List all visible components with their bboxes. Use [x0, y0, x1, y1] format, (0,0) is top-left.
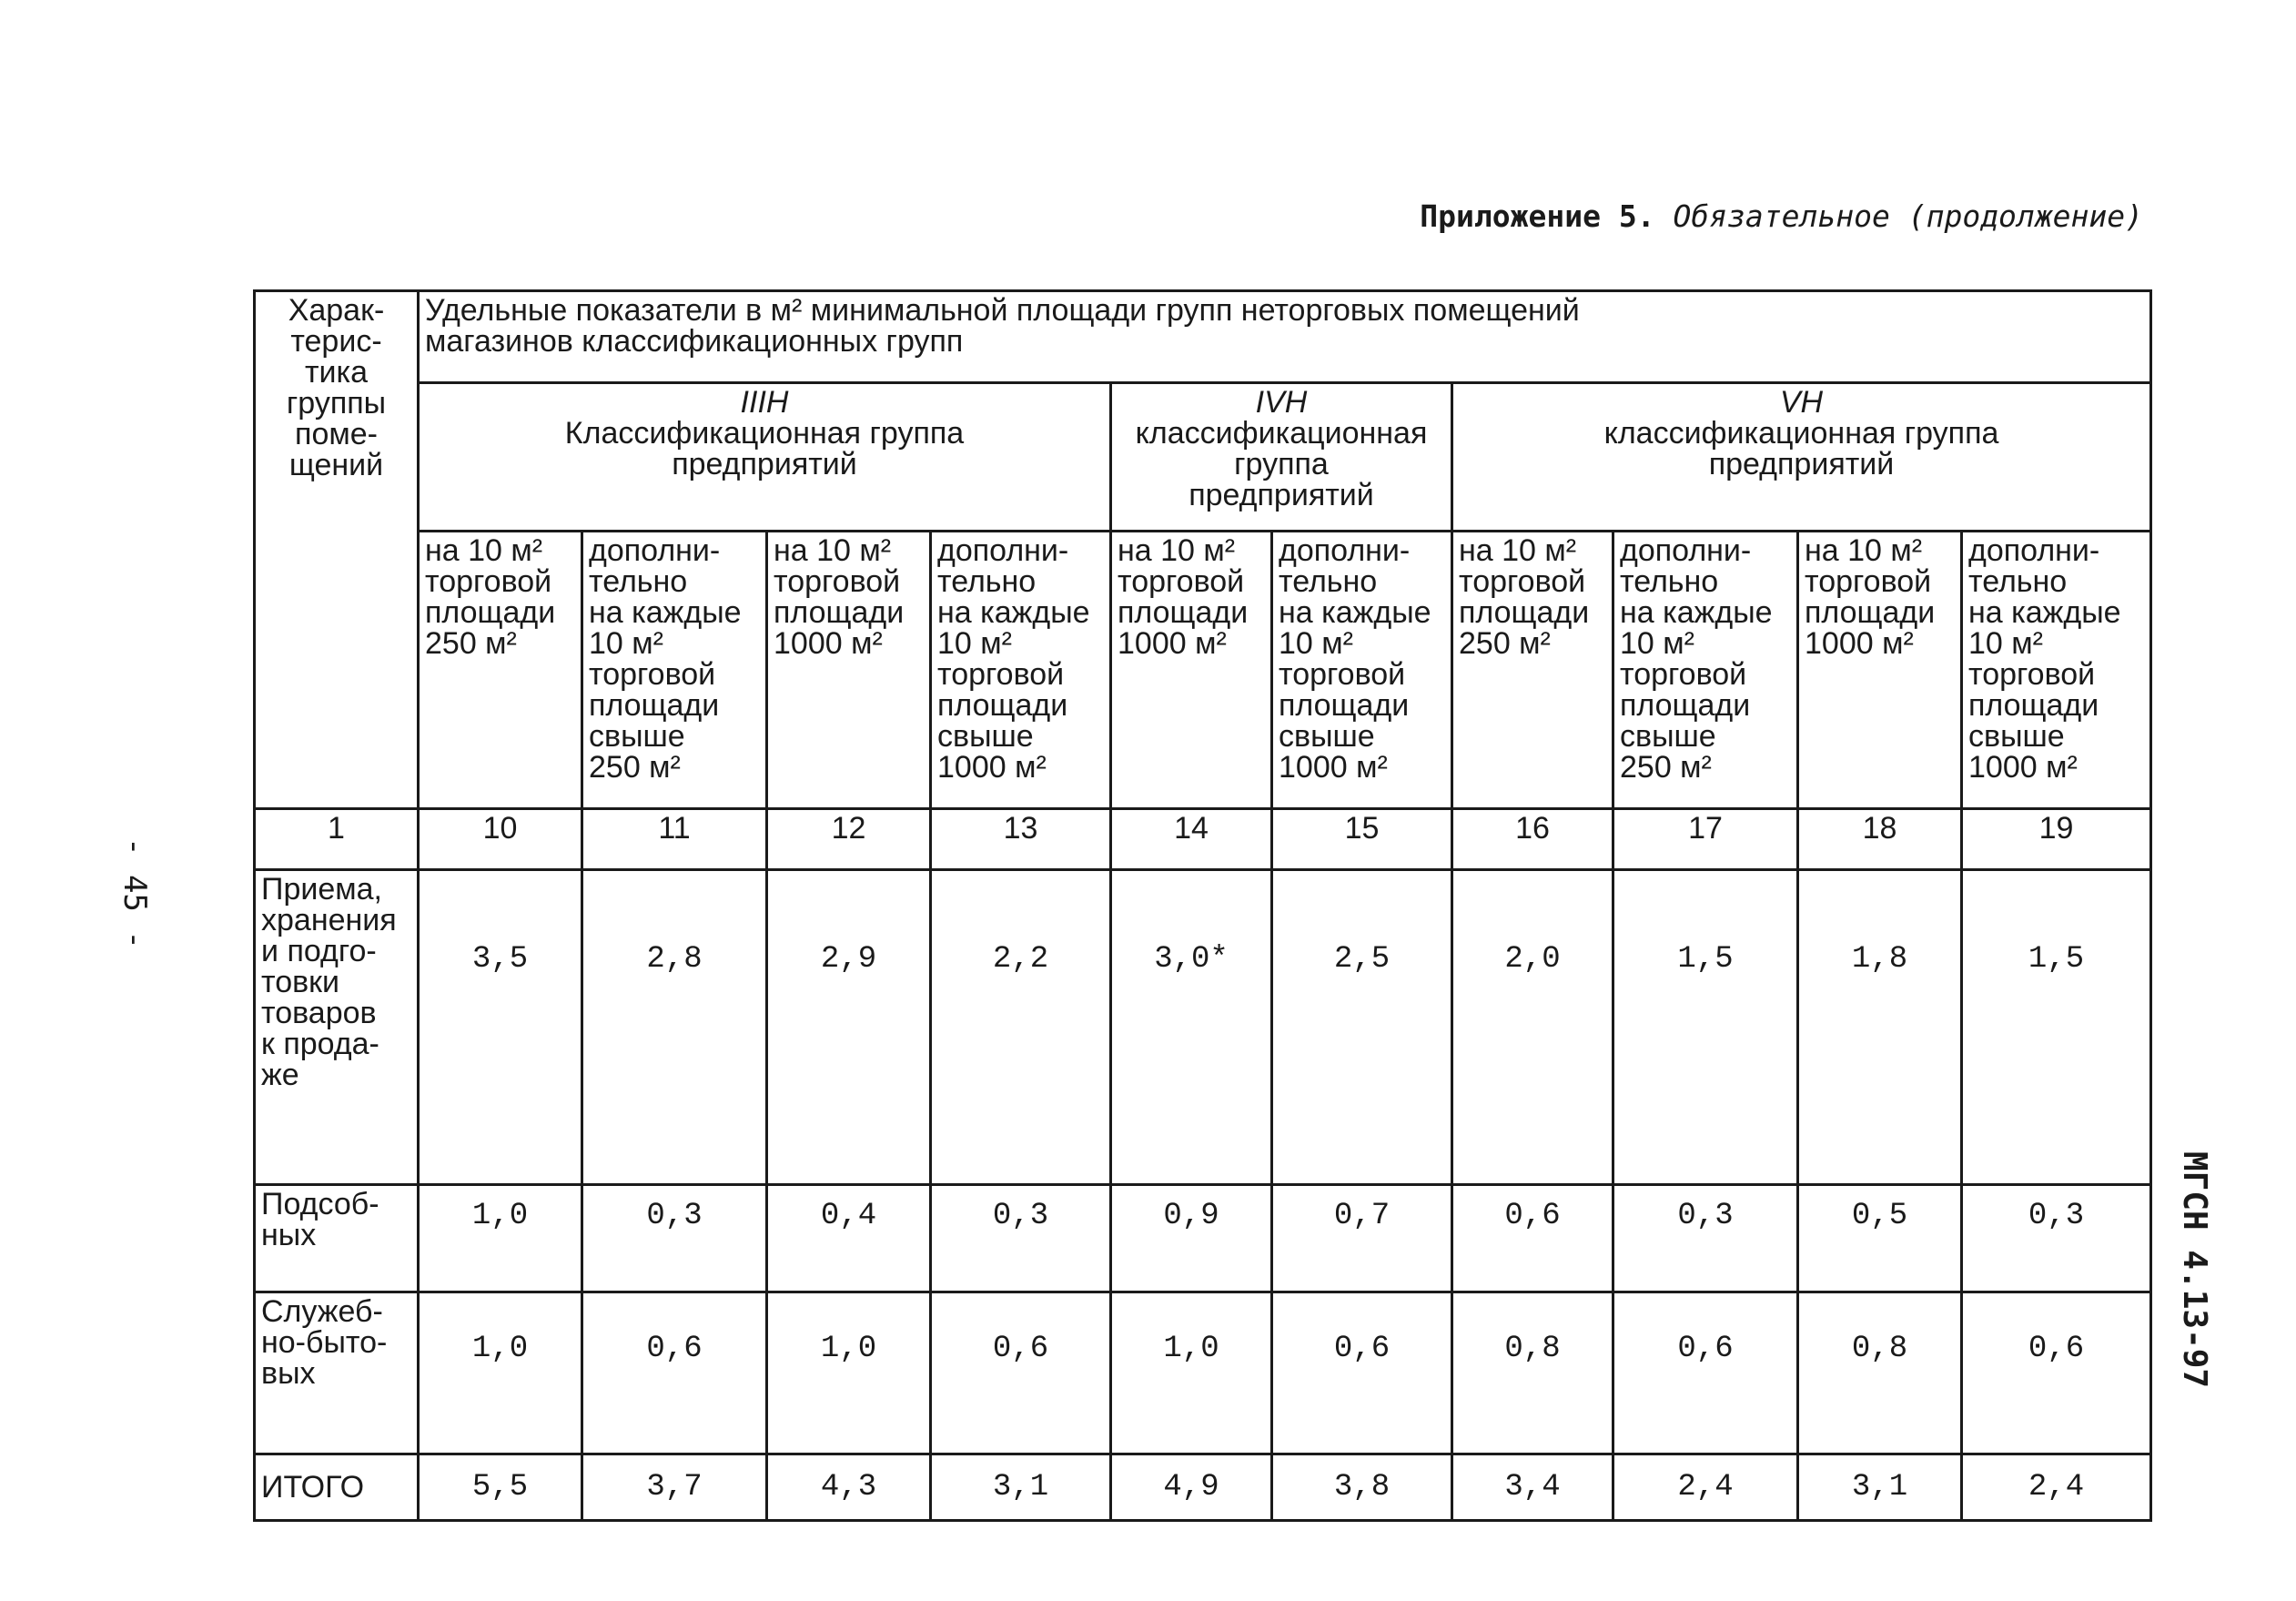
column-number: 14: [1111, 809, 1272, 870]
table-row: [255, 870, 2151, 1185]
table-cell: 0,6: [1962, 1292, 2151, 1454]
subheader-cell: на 10 м² торговой площади 1000 м²: [1111, 532, 1272, 809]
column-number-row: [255, 809, 2151, 870]
table-cell: 0,5: [1798, 1185, 1962, 1292]
table-cell: 2,4: [1613, 1454, 1798, 1521]
table-cell: 1,0: [767, 1292, 931, 1454]
table-cell: 1,5: [1962, 870, 2151, 1185]
table-cell: 3,8: [1272, 1454, 1452, 1521]
table-cell: 3,0*: [1111, 870, 1272, 1185]
table-cell: 3,4: [1452, 1454, 1613, 1521]
row-label: Приема, хранения и подго- товки товаров к прода- же: [255, 870, 419, 1185]
table-cell: 0,6: [931, 1292, 1111, 1454]
table-cell: 0,3: [1962, 1185, 2151, 1292]
table-cell: 2,2: [931, 870, 1111, 1185]
column-number: 19: [1962, 809, 2151, 870]
table-cell: 0,4: [767, 1185, 931, 1292]
group-title: классификационная группа предприятий: [1135, 416, 1428, 512]
subheader-cell: на 10 м² торговой площади 1000 м²: [767, 532, 931, 809]
subheader-cell: дополни- тельно на каждые 10 м² торговой площади свыше 250 м²: [582, 532, 767, 809]
table-cell: 0,8: [1452, 1292, 1613, 1454]
table-cell: 2,9: [767, 870, 931, 1185]
standard-code: МГСН 4.13-97: [2176, 1151, 2213, 1389]
column-number: 13: [931, 809, 1111, 870]
row-label: Подсоб- ных: [255, 1185, 419, 1292]
row-label: ИТОГО: [255, 1454, 419, 1521]
top-header: Удельные показатели в м² минимальной площади групп неторговых помещений магазинов классификационных групп: [419, 291, 2151, 383]
table-cell: 3,1: [931, 1454, 1111, 1521]
table-cell: 0,6: [1613, 1292, 1798, 1454]
table-cell: 2,8: [582, 870, 767, 1185]
table-cell: 1,0: [419, 1292, 582, 1454]
table-cell: 0,3: [931, 1185, 1111, 1292]
table-cell: 3,7: [582, 1454, 767, 1521]
column-number: 10: [419, 809, 582, 870]
subheader-cell: дополни- тельно на каждые 10 м² торговой площади свыше 1000 м²: [1272, 532, 1452, 809]
group-title: Классификационная группа предприятий: [564, 416, 965, 481]
subheader-cell: на 10 м² торговой площади 1000 м²: [1798, 532, 1962, 809]
group-header: [419, 383, 1111, 532]
table-cell: 0,8: [1798, 1292, 1962, 1454]
column-number: 15: [1272, 809, 1452, 870]
group-header: [1452, 383, 2151, 532]
appendix-status: Обязательное (продолжение): [1673, 198, 2143, 234]
table-cell: 3,5: [419, 870, 582, 1185]
table-cell: 2,5: [1272, 870, 1452, 1185]
appendix-label: Приложение 5.: [1420, 198, 1655, 234]
column-number: 18: [1798, 809, 1962, 870]
subheader-cell: на 10 м² торговой площади 250 м²: [419, 532, 582, 809]
table-row: [255, 1292, 2151, 1454]
appendix-heading: [1420, 198, 2143, 234]
row-label: Служеб- но-быто- вых: [255, 1292, 419, 1454]
group-header: [1111, 383, 1452, 532]
table-cell: 2,4: [1962, 1454, 2151, 1521]
column-number: 17: [1613, 809, 1798, 870]
group-title: классификационная группа предприятий: [1603, 416, 1999, 481]
total-row: [255, 1454, 2151, 1521]
group-code: VН: [1779, 385, 1824, 420]
table-cell: 1,0: [419, 1185, 582, 1292]
group-code: IIIН: [740, 385, 789, 420]
table-cell: 3,1: [1798, 1454, 1962, 1521]
table-cell: 0,6: [1272, 1292, 1452, 1454]
table-cell: 0,7: [1272, 1185, 1452, 1292]
char-header: Харак- терис- тика группы поме- щений: [255, 291, 419, 809]
table-cell: 5,5: [419, 1454, 582, 1521]
page-number: - 45 -: [116, 837, 153, 949]
column-number: 16: [1452, 809, 1613, 870]
subheader-cell: на 10 м² торговой площади 250 м²: [1452, 532, 1613, 809]
table-cell: 0,3: [582, 1185, 767, 1292]
column-number: 11: [582, 809, 767, 870]
table-cell: 0,6: [1452, 1185, 1613, 1292]
group-code: IVН: [1255, 385, 1308, 420]
column-number: 12: [767, 809, 931, 870]
table-cell: 2,0: [1452, 870, 1613, 1185]
table-cell: 1,0: [1111, 1292, 1272, 1454]
subheader-cell: дополни- тельно на каждые 10 м² торговой площади свыше 1000 м²: [931, 532, 1111, 809]
table-cell: 4,9: [1111, 1454, 1272, 1521]
column-number: 1: [255, 809, 419, 870]
table-cell: 0,6: [582, 1292, 767, 1454]
table-cell: 4,3: [767, 1454, 931, 1521]
table-cell: 0,9: [1111, 1185, 1272, 1292]
table-cell: 1,5: [1613, 870, 1798, 1185]
subheader-cell: дополни- тельно на каждые 10 м² торговой площади свыше 1000 м²: [1962, 532, 2151, 809]
subheader-cell: дополни- тельно на каждые 10 м² торговой площади свыше 250 м²: [1613, 532, 1798, 809]
table-cell: 1,8: [1798, 870, 1962, 1185]
table-row: [255, 1185, 2151, 1292]
table-cell: 0,3: [1613, 1185, 1798, 1292]
norms-table: [253, 289, 2152, 1522]
